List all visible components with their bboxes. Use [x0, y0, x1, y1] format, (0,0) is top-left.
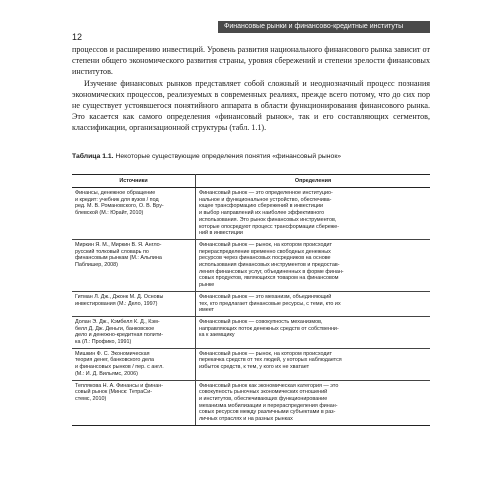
table-row	[72, 316, 430, 348]
table-caption	[72, 152, 430, 161]
table-row	[72, 291, 430, 316]
definition-cell: Финансовый рынок — рынок, на котором происходит перекачка средств от тех людей, у которых наблюдается избыток средств, к тем, у кого их не хватает	[196, 348, 431, 380]
source-cell: Мишкин Ф. С. Экономическая теория денег, банковского дела и финансовых рынков / пер. с англ. (М.: И. Д. Вильямс, 2006)	[72, 348, 196, 380]
source-cell: Финансы, денежное обращение и кредит: учебник для вузов / под ред. М. В. Романовского, О. В. Вру- блевской (М.: Юрайт, 2010)	[72, 188, 196, 240]
table-caption-label: Таблица 1.1.	[72, 153, 114, 160]
definitions-table	[72, 174, 430, 426]
definition-cell: Финансовый рынок — рынок, на котором происходит перераспределение временно свободных денежных ресурсов через финансовых посредников на основе использования финансовых инструментов и предостав- ления финансовых услуг, объединенных в форме финан- совых продуктов, являющихся товаром на финансовом рынке	[196, 239, 431, 291]
source-cell: Долан Э. Дж., Кэмбелл К. Д., Кэм- белл Д. Дж. Деньги, банковское дело и денежно-кредитная полити- ка (Л.: Профико, 1991)	[72, 316, 196, 348]
paragraph-2: Изучение финансовых рынков представляет собой сложный и неоднозначный процесс познания экономических процессов, реализуемых в современных реалиях, прежде всего потому, что до сих пор не существует устоявшегося понятийного аппарата в области функционирования финансового рынка. Это касается как самого определения «финансовый рынок», так и его составляющих сегментов, классификации, организационной структуры (табл. 1.1).	[72, 78, 430, 133]
table-caption-text: Некоторые существующие определения понятия «финансовый рынок»	[115, 153, 342, 160]
table-header-row	[72, 175, 430, 188]
table-row	[72, 380, 430, 425]
body-text	[72, 44, 430, 134]
definition-cell: Финансовый рынок как экономическая категория — это совокупность рыночных экономических отношений и институтов, обеспечивающих функционирование механизма мобилизации и перераспределения финан- совых ресурсов между различными субъектами в раз- личных отраслях и на разных рынках	[196, 380, 431, 425]
table-row	[72, 239, 430, 291]
definition-cell: Финансовый рынок — это определенное институцио- нальное и функциональное устройство, обеспечива- ющее трансформацию сбережений в инвестиции и выбор направлений их наиболее эффективного использования. Это рынок финансовых инструментов, которые опосредуют процесс трансформации сбереже- ний в инвестиции	[196, 188, 431, 240]
table-row	[72, 188, 430, 240]
source-cell: Миркин Я. М., Миркин В. Я. Англо- русский толковый словарь по финансовым рынкам (М.: Альпина Паблишер, 2008)	[72, 239, 196, 291]
header-definition: Определения	[196, 175, 431, 188]
header-source: Источники	[72, 175, 196, 188]
page-number: 12	[72, 32, 83, 42]
definition-cell: Финансовый рынок — совокупность механизмов, направляющих поток денежных средств от собственни- ка к заемщику	[196, 316, 431, 348]
definition-cell: Финансовый рынок — это механизм, объединяющий тех, кто предлагает финансовые ресурсы, с теми, кто их имеет	[196, 291, 431, 316]
table-row	[72, 348, 430, 380]
source-cell: Теплякова Н. А. Финансы и финан- совый рынок (Минск: ТетраСи- стемс, 2010)	[72, 380, 196, 425]
running-title: Финансовые рынки и финансово-кредитные институты	[218, 21, 430, 33]
source-cell: Гитман Л. Дж., Джонк М. Д. Основы инвестирования (М.: Дело, 1997)	[72, 291, 196, 316]
paragraph-1: процессов и расширению инвестиций. Уровень развития национального финансового рынка зависит от степени общего экономического развития страны, уровня сбережений и степени зрелости финансовых институтов.	[72, 45, 430, 77]
